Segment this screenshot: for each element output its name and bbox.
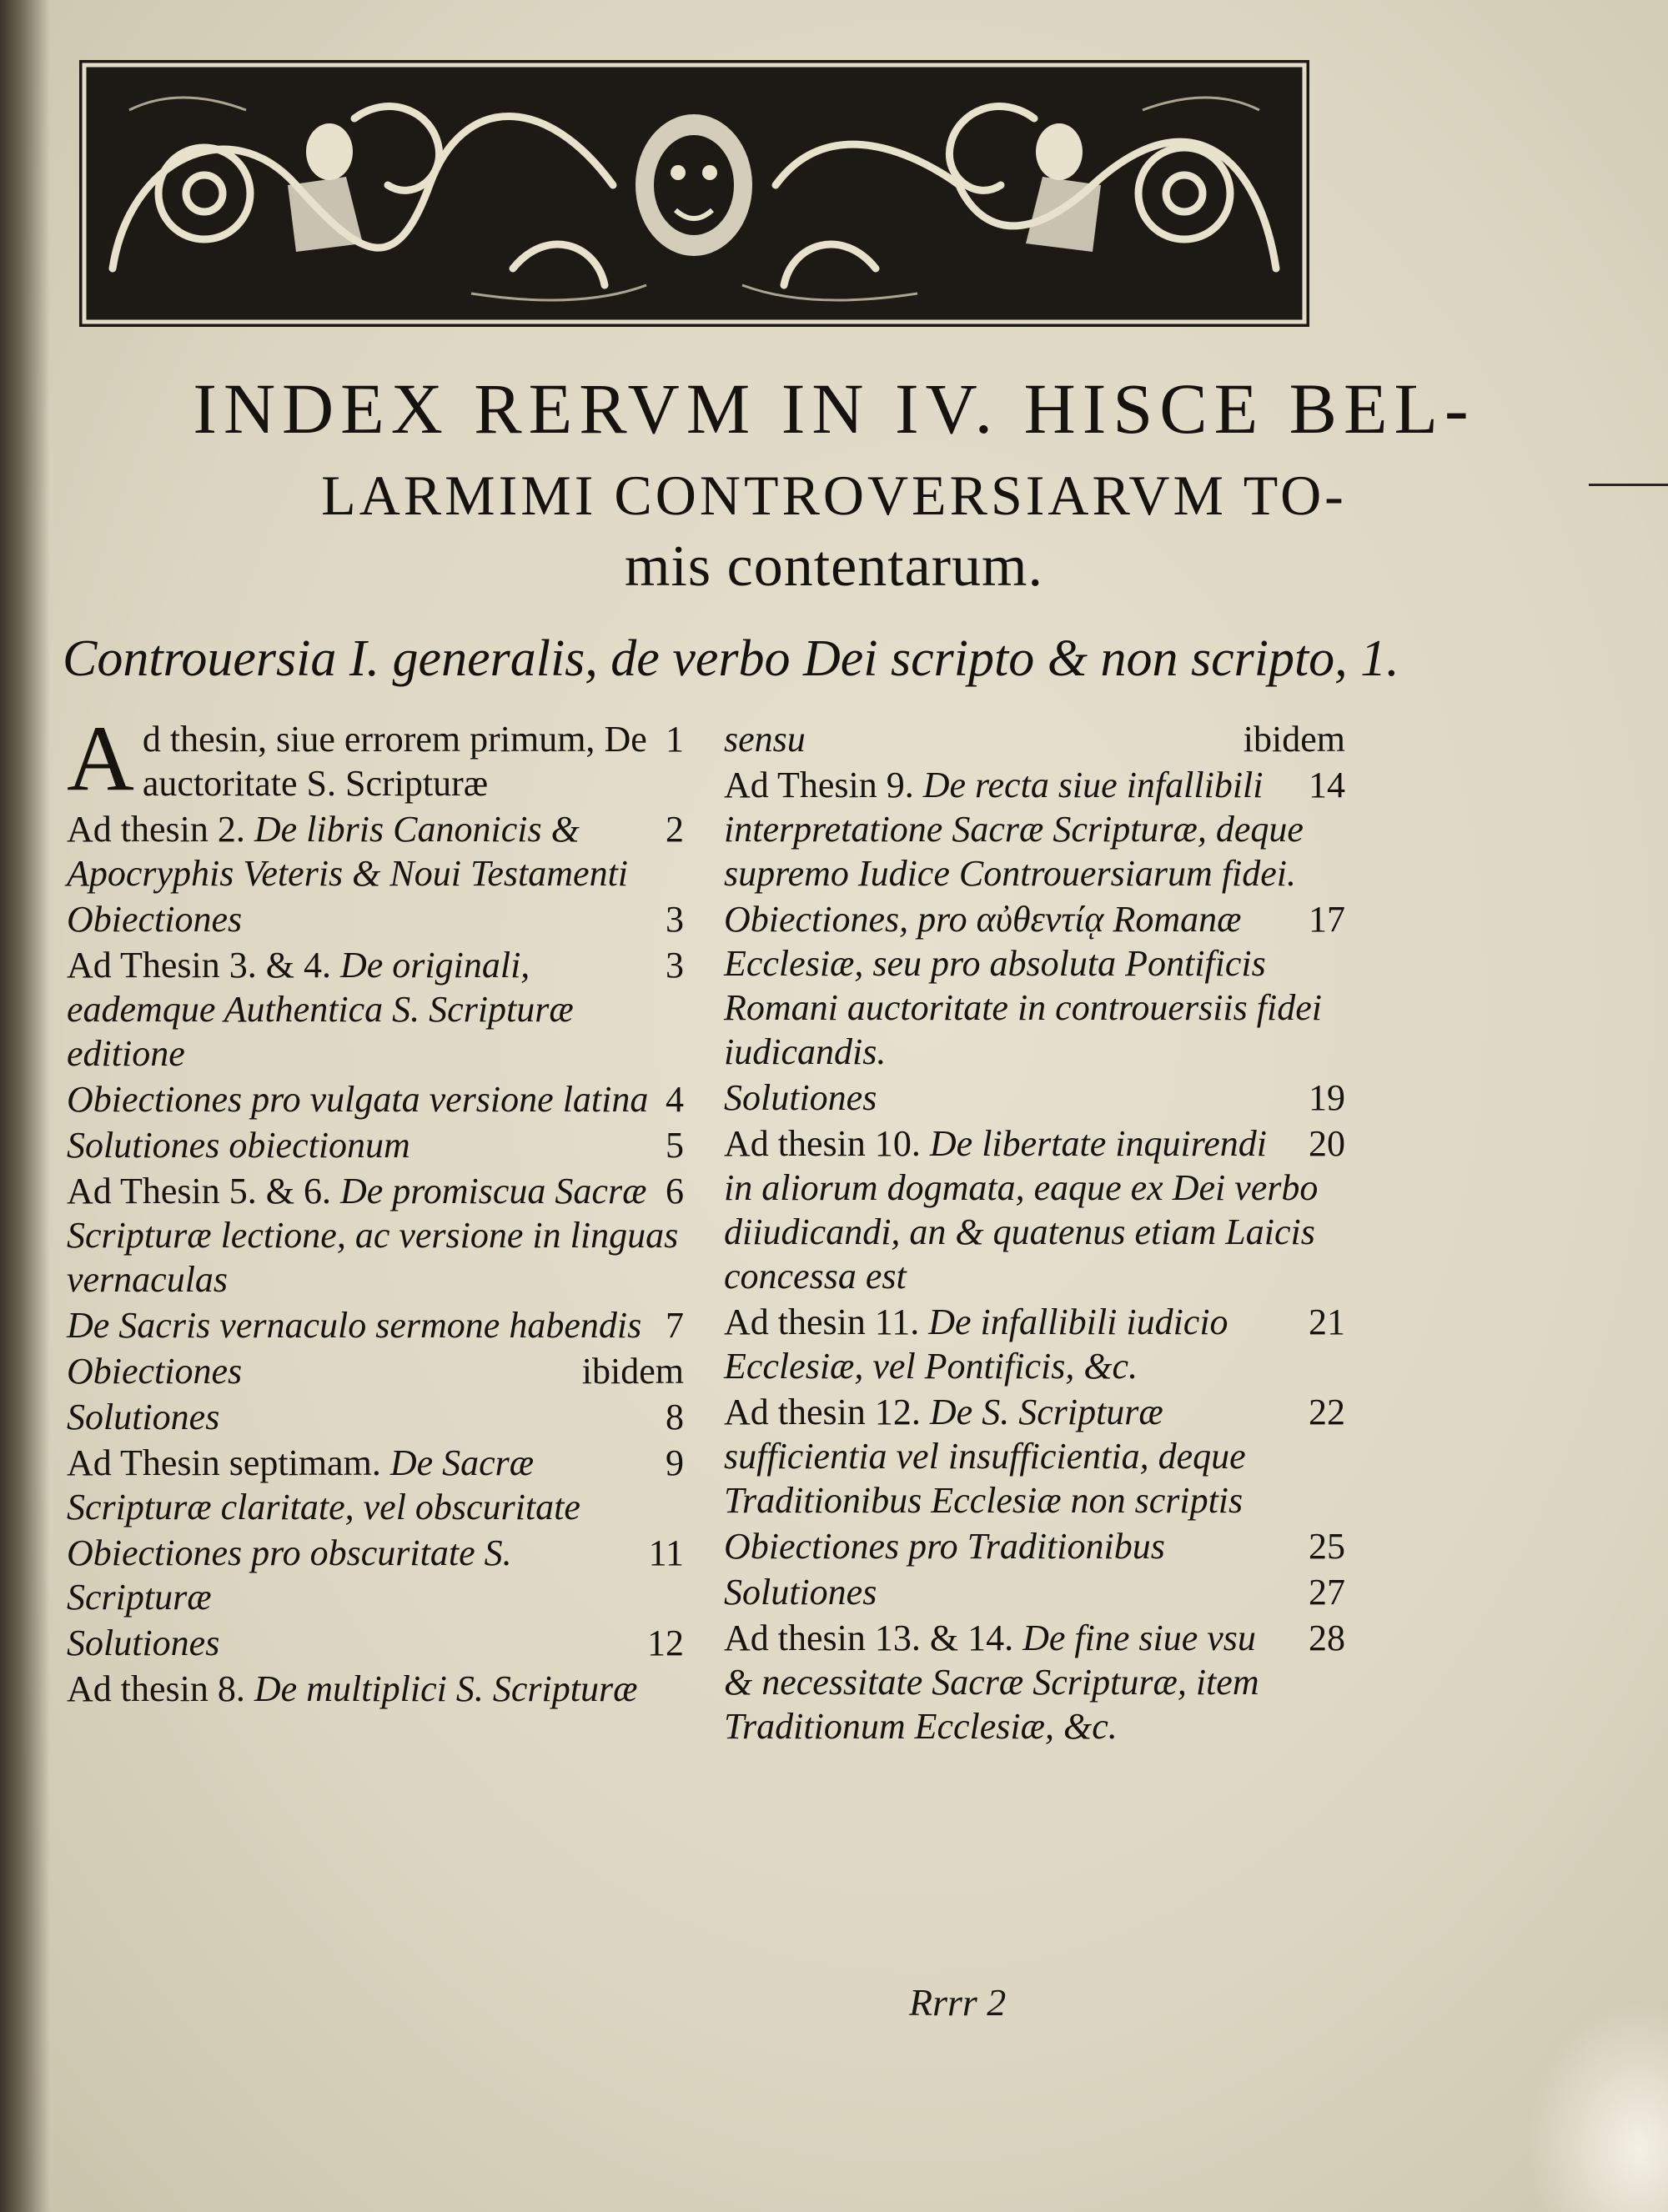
entry-lead: Ad Thesin septimam. xyxy=(67,1442,390,1483)
entry-page-number: 8 xyxy=(666,1397,684,1437)
index-entry xyxy=(67,1123,684,1167)
entry-page-number: 9 xyxy=(666,1442,684,1483)
entry-page-number: 17 xyxy=(1309,899,1345,940)
index-entry xyxy=(67,707,684,810)
entry-page-number: 6 xyxy=(666,1171,684,1211)
index-entry xyxy=(67,807,684,895)
index-entry xyxy=(67,1531,684,1619)
entry-text: De infallibili iudicio Ecclesiæ, vel Pontificis, &c. xyxy=(724,1302,1228,1387)
entry-page-number: 2 xyxy=(666,809,684,850)
entry-text: Obiectiones xyxy=(67,899,243,940)
index-entry xyxy=(67,1395,684,1439)
index-entry xyxy=(724,1076,1345,1120)
entry-lead: Ad thesin 13. & 14. xyxy=(724,1618,1023,1658)
entry-page-number: 22 xyxy=(1309,1392,1345,1432)
entry-page-number: 7 xyxy=(666,1305,684,1346)
entry-text: De Sacris vernaculo sermone habendis xyxy=(67,1305,642,1346)
index-entry xyxy=(67,1349,684,1393)
index-entry xyxy=(67,1667,684,1711)
entry-text: sensu xyxy=(724,719,806,760)
entry-page-number: ibidem xyxy=(581,1351,684,1392)
index-entry xyxy=(724,1570,1345,1614)
index-entry xyxy=(67,1077,684,1121)
entry-text: Obiectiones, pro αὐθεντίᾳ Romanæ Ecclesiæ, seu pro absoluta Pontificis Romani auctoritate in controuersiis fidei iudicandis. xyxy=(724,899,1322,1072)
index-entry xyxy=(67,1303,684,1347)
entry-page-number: 25 xyxy=(1309,1526,1345,1567)
entry-text: Solutiones obiectionum xyxy=(67,1125,410,1166)
index-entry xyxy=(724,1121,1345,1298)
index-entry xyxy=(67,897,684,941)
title-line-3: mis contentarum. xyxy=(624,534,1043,599)
index-entry xyxy=(67,1441,684,1529)
entry-page-number: 21 xyxy=(1309,1302,1345,1342)
entry-lead: Ad thesin 10. xyxy=(724,1123,930,1164)
entry-page-number: 12 xyxy=(647,1623,684,1663)
entry-text: De S. Scripturæ sufficientia vel insufficientia, deque Traditionibus Ecclesiæ non scriptis xyxy=(724,1392,1246,1521)
entry-text: De libertate inquirendi in aliorum dogmata, eaque ex Dei verbo diiudicandi, an & quatenus etiam Laicis concessa est xyxy=(724,1123,1319,1297)
entry-text: De fine siue vsu & necessitate Sacræ Scripturæ, item Traditionum Ecclesiæ, &c. xyxy=(724,1618,1259,1747)
paper-wear xyxy=(1526,2001,1668,2212)
entry-text: Solutiones xyxy=(67,1623,220,1663)
index-entry xyxy=(724,763,1345,895)
entry-lead: d thesin, siue errorem primum, xyxy=(142,719,605,760)
ornamental-woodcut-headpiece-icon xyxy=(79,60,1309,327)
index-entry xyxy=(67,1169,684,1302)
entry-page-number: 5 xyxy=(666,1125,684,1166)
entry-lead: Ad thesin 8. xyxy=(67,1668,254,1709)
entry-text: Obiectiones pro obscuritate S. Scripturæ xyxy=(67,1532,512,1618)
entry-lead: Ad Thesin 3. & 4. xyxy=(67,945,340,986)
entry-page-number: 20 xyxy=(1309,1123,1345,1164)
entry-text: De promiscua Sacræ Scripturæ lectione, ac versione in linguas vernaculas xyxy=(67,1171,679,1300)
entry-lead: Ad thesin 12. xyxy=(724,1392,930,1432)
entry-lead: Ad Thesin 5. & 6. xyxy=(67,1171,340,1211)
index-entry xyxy=(724,1300,1345,1388)
drop-cap: A xyxy=(67,707,134,810)
title-line-2: LARMIMI CONTROVERSIARVM TO- xyxy=(321,464,1347,527)
index-column-right xyxy=(724,717,1345,1750)
entry-text: De multiplici S. Scripturæ xyxy=(254,1668,638,1709)
entry-text: De originali, eademque Authentica S. Scripturæ editione xyxy=(67,945,574,1074)
index-entry xyxy=(724,1616,1345,1748)
index-entry xyxy=(724,897,1345,1074)
index-entry xyxy=(67,1621,684,1665)
entry-page-number: 28 xyxy=(1309,1618,1345,1658)
title-line-1: INDEX RERVM IN IV. HISCE BEL- xyxy=(193,369,1475,449)
section-heading: Controuersia I. generalis, de verbo Dei scripto & non scripto, 1. xyxy=(63,630,1399,687)
entry-page-number: ibidem xyxy=(1243,719,1345,760)
index-entry xyxy=(67,943,684,1076)
entry-page-number: 3 xyxy=(666,899,684,940)
index-column-left xyxy=(67,707,684,1713)
entry-lead: Ad Thesin 9. xyxy=(724,765,923,805)
entry-page-number: 11 xyxy=(648,1532,684,1573)
index-entry xyxy=(724,1390,1345,1522)
signature-mark: Rrrr 2 xyxy=(909,1981,1007,2024)
entry-page-number: 1 xyxy=(666,719,684,760)
entry-text: De Sacræ Scripturæ claritate, vel obscuritate xyxy=(67,1442,580,1527)
margin-rule xyxy=(1589,484,1668,486)
entry-text: De auctoritate S. Scripturæ xyxy=(142,719,647,804)
entry-text: Obiectiones pro vulgata versione latina xyxy=(67,1079,649,1120)
entry-page-number: 3 xyxy=(666,945,684,986)
entry-lead: Ad thesin 11. xyxy=(724,1302,929,1342)
entry-text: Solutiones xyxy=(67,1397,220,1437)
index-entry xyxy=(724,1524,1345,1568)
entry-text: Obiectiones xyxy=(67,1351,243,1392)
entry-text: De recta siue infallibili interpretatione Sacræ Scripturæ, deque supremo Iudice Controuersiarum fidei. xyxy=(724,765,1304,894)
entry-page-number: 27 xyxy=(1309,1572,1345,1613)
entry-page-number: 14 xyxy=(1309,765,1345,805)
entry-lead: Ad thesin 2. xyxy=(67,809,254,850)
binding-gutter xyxy=(0,0,50,2212)
entry-text: Solutiones xyxy=(724,1077,877,1118)
index-entry xyxy=(724,717,1345,761)
entry-text: Solutiones xyxy=(724,1572,877,1613)
entry-page-number: 19 xyxy=(1309,1077,1345,1118)
entry-page-number: 4 xyxy=(666,1079,684,1120)
entry-text: Obiectiones pro Traditionibus xyxy=(724,1526,1165,1567)
entry-text: De libris Canonicis & Apocryphis Veteris & Noui Testamenti xyxy=(67,809,629,894)
